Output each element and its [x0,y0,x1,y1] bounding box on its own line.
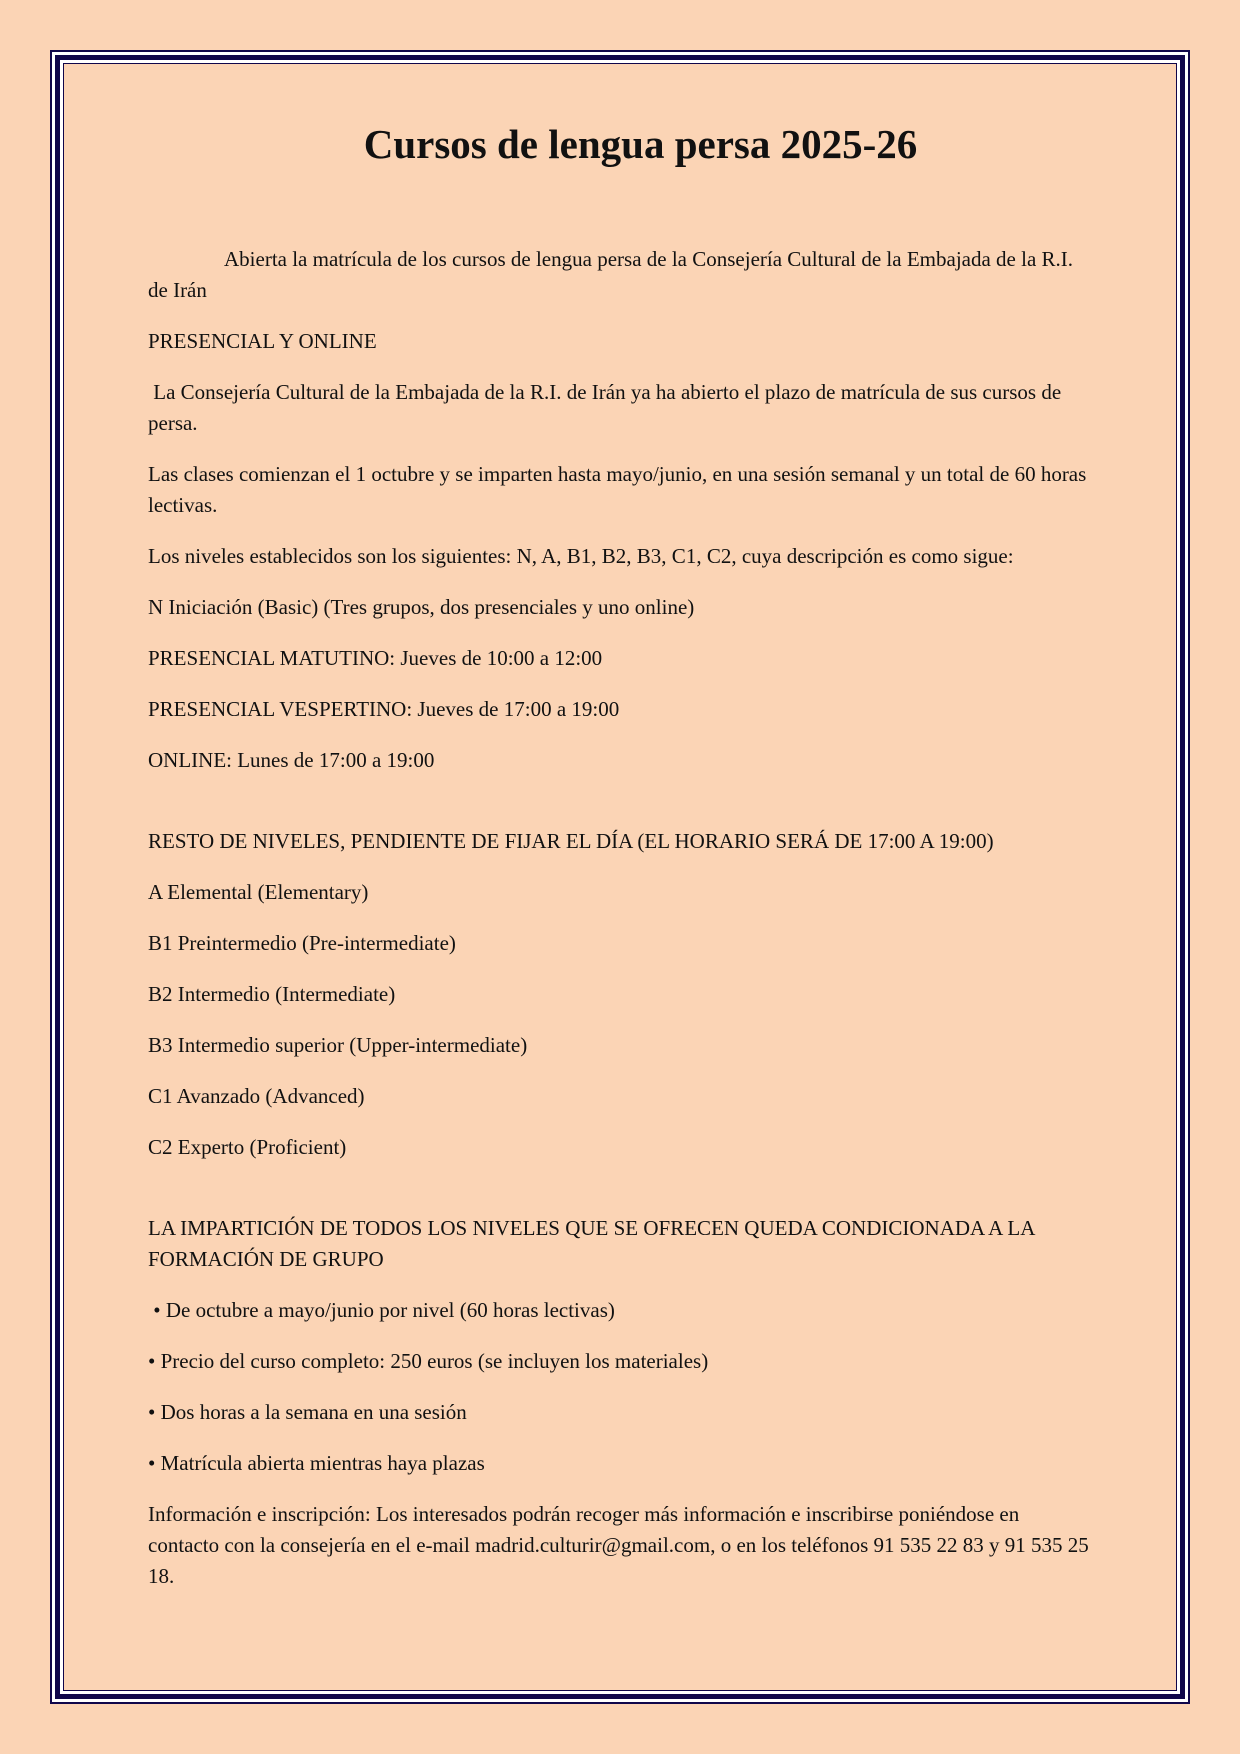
bullet-item: • Matrícula abierta mientras haya plazas [148,1451,485,1475]
bullet-item: • De octubre a mayo/junio por nivel (60 horas lectivas) [148,1298,615,1322]
level-item: C1 Avanzado (Advanced) [148,1084,365,1108]
level-item: B2 Intermedio (Intermediate) [148,982,396,1006]
document-body [148,112,1093,1612]
paragraph-levels: Los niveles establecidos son los siguientes: N, A, B1, B2, B3, C1, C2, cuya descripción es como sigue: [148,544,1014,568]
level-item: B3 Intermedio superior (Upper-intermediate) [148,1033,528,1057]
level-item: A Elemental (Elementary) [148,880,369,904]
basic-group-morning: PRESENCIAL MATUTINO: Jueves de 10:00 a 12:00 [148,646,603,670]
contact-paragraph: Información e inscripción: Los interesados podrán recoger más información e inscribirse poniéndose en contacto con la consejería en el e-mail madrid.culturir@gmail.com, o en los teléfonos 91 535 22 83 y 91 535 25 18. [148,1502,1089,1588]
basic-group-online: ONLINE: Lunes de 17:00 a 19:00 [148,748,435,772]
modality-heading: PRESENCIAL Y ONLINE [148,329,377,353]
paragraph-enrollment: La Consejería Cultural de la Embajada de la R.I. de Irán ya ha abierto el plazo de matrícula de sus cursos de persa. [148,380,1067,435]
bullet-item: • Dos horas a la semana en una sesión [148,1400,467,1424]
bullet-item: • Precio del curso completo: 250 euros (se incluyen los materiales) [148,1349,709,1373]
basic-level-heading: N Iniciación (Basic) (Tres grupos, dos presenciales y uno online) [148,595,695,619]
level-item: C2 Experto (Proficient) [148,1135,347,1159]
other-levels-heading: RESTO DE NIVELES, PENDIENTE DE FIJAR EL DÍA (EL HORARIO SERÁ DE 17:00 A 19:00) [148,829,994,853]
level-item: B1 Preintermedio (Pre-intermediate) [148,931,456,955]
condition-notice: LA IMPARTICIÓN DE TODOS LOS NIVELES QUE SE OFRECEN QUEDA CONDICIONADA A LA FORMACIÓN DE GRUPO [148,1216,1035,1271]
intro-paragraph: Abierta la matrícula de los cursos de lengua persa de la Consejería Cultural de la Embajada de la R.I. de Irán [148,247,1074,302]
document-title: Cursos de lengua persa 2025-26 [363,121,918,167]
basic-group-evening: PRESENCIAL VESPERTINO: Jueves de 17:00 a 19:00 [148,697,620,721]
paragraph-schedule: Las clases comienzan el 1 octubre y se imparten hasta mayo/junio, en una sesión semanal y un total de 60 horas lectivas. [148,462,1087,517]
